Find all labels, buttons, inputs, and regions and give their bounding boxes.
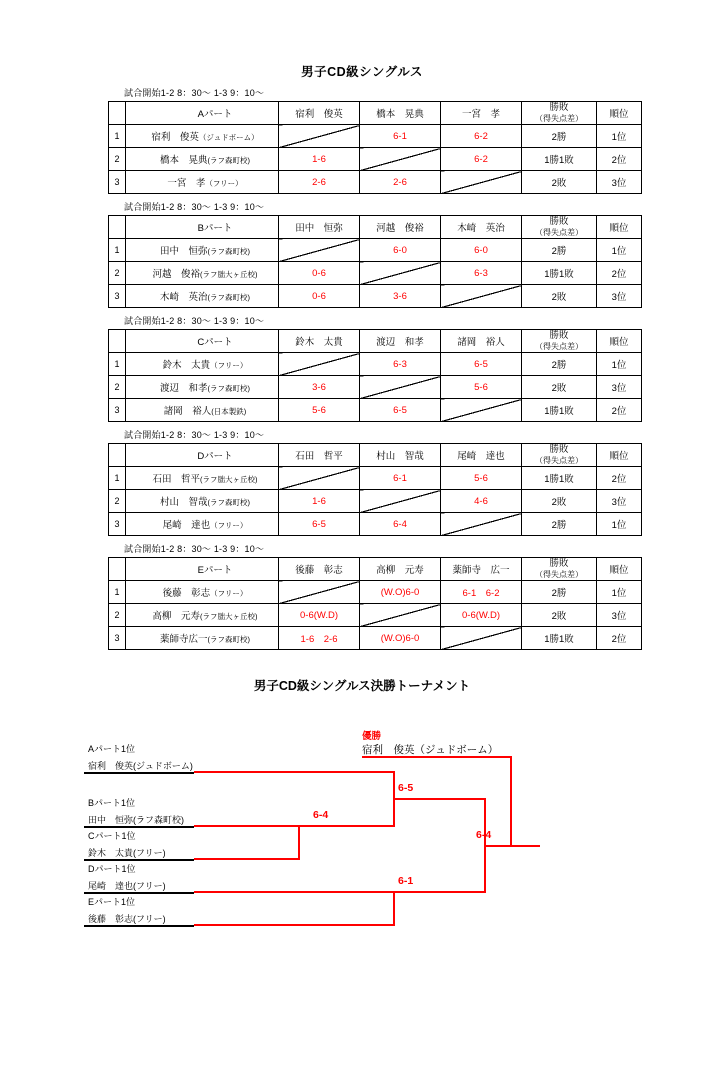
- header-no: [109, 330, 126, 353]
- cell-self: [279, 467, 360, 490]
- header-rank: 順位: [597, 330, 642, 353]
- cell-winloss: 2敗: [522, 171, 597, 194]
- table-header-row: [109, 102, 642, 125]
- row-player: 鈴木 太貴（フリー）: [126, 353, 279, 376]
- table-header-row: [109, 558, 642, 581]
- bracket-line-upper-winner: [393, 798, 486, 800]
- entry-name-c: 鈴木 太貴(フリー): [88, 848, 166, 858]
- cell-winloss: 2敗: [522, 604, 597, 627]
- bracket-line-champion-name-rule: [362, 756, 512, 758]
- row-no: 3: [109, 399, 126, 422]
- cell-rank: 2位: [597, 148, 642, 171]
- score-final: 6-4: [476, 829, 492, 841]
- cell-winloss: 2勝: [522, 513, 597, 536]
- cell-rank: 3位: [597, 171, 642, 194]
- row-no: 3: [109, 285, 126, 308]
- header-opponent-2: 河越 俊裕: [360, 216, 441, 239]
- table-row: [109, 604, 642, 627]
- entry-name-a: 宿利 俊英(ジュドボーム): [88, 761, 193, 771]
- row-player: 高柳 元寿(ラフ朏大ヶ丘校): [126, 604, 279, 627]
- header-rank: 順位: [597, 444, 642, 467]
- group-table-d: [108, 443, 642, 536]
- row-no: 1: [109, 125, 126, 148]
- row-player: 村山 智哉(ラフ森町校): [126, 490, 279, 513]
- table-header-row: [109, 444, 642, 467]
- header-winloss: 勝敗 （得失点差）: [522, 444, 597, 467]
- row-player: 一宮 孝（フリー）: [126, 171, 279, 194]
- cell-score: 5-6: [441, 467, 522, 490]
- cell-score: 1-6: [279, 490, 360, 513]
- row-player: 木崎 英治(ラフ森町校): [126, 285, 279, 308]
- header-opponent-1: 宿利 俊英: [279, 102, 360, 125]
- row-no: 1: [109, 353, 126, 376]
- row-player: 田中 恒弥(ラフ森町校): [126, 239, 279, 262]
- entry-seed-c: Cパート1位: [88, 831, 136, 841]
- cell-winloss: 2勝: [522, 239, 597, 262]
- header-winloss: 勝敗 （得失点差）: [522, 102, 597, 125]
- table-row: [109, 239, 642, 262]
- cell-score: 0-6(W.D): [279, 604, 360, 627]
- cell-rank: 2位: [597, 467, 642, 490]
- bracket-line-champion: [484, 845, 540, 847]
- row-no: 2: [109, 148, 126, 171]
- entry-rule-a: [84, 772, 194, 774]
- cell-rank: 3位: [597, 490, 642, 513]
- header-opponent-1: 鈴木 太貴: [279, 330, 360, 353]
- cell-self: [279, 125, 360, 148]
- champion-label: 優勝: [362, 731, 382, 742]
- row-no: 3: [109, 171, 126, 194]
- cell-self: [441, 171, 522, 194]
- cell-score: (W.O)6-0: [360, 581, 441, 604]
- group-block-b: [108, 200, 629, 308]
- header-no: [109, 216, 126, 239]
- cell-winloss: 1勝1敗: [522, 262, 597, 285]
- cell-self: [360, 262, 441, 285]
- cell-score: 6-5: [441, 353, 522, 376]
- cell-rank: 2位: [597, 399, 642, 422]
- cell-score: 3-6: [360, 285, 441, 308]
- table-row: [109, 353, 642, 376]
- cell-score: 6-1 6-2: [441, 581, 522, 604]
- start-note-e: 試合開始1-2 8：30～ 1-3 9：10～: [124, 544, 265, 554]
- cell-rank: 2位: [597, 262, 642, 285]
- row-no: 2: [109, 262, 126, 285]
- header-winloss: 勝敗 （得失点差）: [522, 330, 597, 353]
- score-semi-de: 6-1: [398, 875, 414, 887]
- header-rank: 順位: [597, 216, 642, 239]
- entry-seed-a: Aパート1位: [88, 744, 136, 754]
- table-row: [109, 513, 642, 536]
- table-row: [109, 399, 642, 422]
- table-row: [109, 285, 642, 308]
- bracket-line-e: [194, 924, 395, 926]
- row-player: 薬師寺広一(ラフ森町校): [126, 627, 279, 650]
- document-page: [0, 62, 724, 1086]
- header-no: [109, 558, 126, 581]
- cell-self: [279, 581, 360, 604]
- header-opponent-3: 諸岡 裕人: [441, 330, 522, 353]
- start-note-c: 試合開始1-2 8：30～ 1-3 9：10～: [124, 316, 265, 326]
- row-no: 2: [109, 490, 126, 513]
- entry-rule-d: [84, 892, 194, 894]
- cell-rank: 3位: [597, 285, 642, 308]
- cell-score: 6-1: [360, 125, 441, 148]
- cell-rank: 2位: [597, 627, 642, 650]
- cell-self: [279, 239, 360, 262]
- group-block-d: [108, 428, 629, 536]
- cell-rank: 1位: [597, 513, 642, 536]
- tournament-title: 男子CD級シングルス決勝トーナメント: [253, 679, 471, 693]
- cell-winloss: 2敗: [522, 490, 597, 513]
- cell-score: 6-5: [279, 513, 360, 536]
- row-no: 2: [109, 604, 126, 627]
- cell-winloss: 2勝: [522, 125, 597, 148]
- cell-winloss: 2敗: [522, 376, 597, 399]
- cell-rank: 1位: [597, 353, 642, 376]
- cell-winloss: 1勝1敗: [522, 148, 597, 171]
- score-semi-bc: 6-4: [313, 809, 329, 821]
- header-rank: 順位: [597, 102, 642, 125]
- header-winloss: 勝敗 （得失点差）: [522, 216, 597, 239]
- entry-rule-e: [84, 925, 194, 927]
- cell-score: (W.O)6-0: [360, 627, 441, 650]
- table-row: [109, 627, 642, 650]
- bracket-line-de-winner: [393, 891, 486, 893]
- entry-name-b: 田中 恒弥(ラフ森町校): [88, 815, 184, 825]
- row-no: 3: [109, 627, 126, 650]
- table-row: [109, 262, 642, 285]
- entry-name-d: 尾崎 達也(フリー): [88, 881, 166, 891]
- row-player: 宿利 俊英（ジュドボーム）: [126, 125, 279, 148]
- header-no: [109, 444, 126, 467]
- table-row: [109, 376, 642, 399]
- bracket-line-d: [194, 891, 395, 893]
- group-table-a: [108, 101, 642, 194]
- champion-name: 宿利 俊英（ジュドボーム）: [362, 744, 499, 756]
- header-no: [109, 102, 126, 125]
- entry-name-e: 後藤 彰志(フリー): [88, 914, 166, 924]
- cell-self: [360, 490, 441, 513]
- cell-winloss: 1勝1敗: [522, 399, 597, 422]
- row-player: 石田 哲平(ラフ朏大ヶ丘校): [126, 467, 279, 490]
- cell-self: [360, 376, 441, 399]
- cell-score: 1-6 2-6: [279, 627, 360, 650]
- bracket-line-a: [194, 771, 395, 773]
- table-row: [109, 171, 642, 194]
- cell-score: 6-2: [441, 148, 522, 171]
- start-note-b: 試合開始1-2 8：30～ 1-3 9：10～: [124, 202, 265, 212]
- header-opponent-3: 尾崎 達也: [441, 444, 522, 467]
- bracket-line-champion-stem: [510, 756, 512, 846]
- table-row: [109, 148, 642, 171]
- entry-seed-b: Bパート1位: [88, 798, 136, 808]
- cell-score: 0-6: [279, 262, 360, 285]
- score-upper-final: 6-5: [398, 782, 414, 794]
- bracket-line-bc-winner: [298, 825, 395, 827]
- cell-score: 6-2: [441, 125, 522, 148]
- group-table-e: [108, 557, 642, 650]
- bracket-join-bc: [298, 825, 300, 860]
- row-player: 河越 俊裕(ラフ朏大ヶ丘校): [126, 262, 279, 285]
- group-table-b: [108, 215, 642, 308]
- row-no: 3: [109, 513, 126, 536]
- row-player: 後藤 彰志（フリー）: [126, 581, 279, 604]
- cell-rank: 1位: [597, 125, 642, 148]
- header-part: Eパート: [126, 558, 279, 581]
- cell-score: 0-6(W.D): [441, 604, 522, 627]
- entry-rule-b: [84, 826, 194, 828]
- table-row: [109, 467, 642, 490]
- header-opponent-2: 高柳 元寿: [360, 558, 441, 581]
- cell-score: 6-1: [360, 467, 441, 490]
- table-row: [109, 125, 642, 148]
- cell-score: 6-0: [441, 239, 522, 262]
- row-player: 諸岡 裕人(日本製鉄): [126, 399, 279, 422]
- header-winloss: 勝敗 （得失点差）: [522, 558, 597, 581]
- cell-winloss: 1勝1敗: [522, 467, 597, 490]
- header-opponent-1: 後藤 彰志: [279, 558, 360, 581]
- row-no: 1: [109, 467, 126, 490]
- row-player: 橋本 晃典(ラフ森町校): [126, 148, 279, 171]
- cell-score: 4-6: [441, 490, 522, 513]
- cell-score: 6-3: [441, 262, 522, 285]
- header-opponent-2: 橋本 晃典: [360, 102, 441, 125]
- bracket-join-de: [393, 891, 395, 926]
- header-part: Dパート: [126, 444, 279, 467]
- cell-self: [441, 513, 522, 536]
- cell-self: [441, 285, 522, 308]
- cell-self: [360, 604, 441, 627]
- header-part: Bパート: [126, 216, 279, 239]
- entry-seed-d: Dパート1位: [88, 864, 136, 874]
- entry-rule-c: [84, 859, 194, 861]
- cell-score: 6-3: [360, 353, 441, 376]
- cell-self: [441, 627, 522, 650]
- bracket-line-c: [194, 858, 300, 860]
- group-block-e: [108, 542, 629, 650]
- header-opponent-2: 村山 智哉: [360, 444, 441, 467]
- row-player: 尾崎 達也（フリー）: [126, 513, 279, 536]
- page-title: 男子CD級シングルス: [301, 65, 423, 79]
- bracket-line-b: [194, 825, 300, 827]
- cell-self: [279, 353, 360, 376]
- group-block-c: [108, 314, 629, 422]
- entry-seed-e: Eパート1位: [88, 897, 136, 907]
- cell-score: 3-6: [279, 376, 360, 399]
- group-block-a: [108, 86, 629, 194]
- row-no: 1: [109, 581, 126, 604]
- cell-rank: 1位: [597, 239, 642, 262]
- cell-score: 6-4: [360, 513, 441, 536]
- header-opponent-1: 田中 恒弥: [279, 216, 360, 239]
- start-note-d: 試合開始1-2 8：30～ 1-3 9：10～: [124, 430, 265, 440]
- cell-score: 1-6: [279, 148, 360, 171]
- cell-winloss: 1勝1敗: [522, 627, 597, 650]
- table-header-row: [109, 330, 642, 353]
- cell-rank: 3位: [597, 376, 642, 399]
- header-part: Cパート: [126, 330, 279, 353]
- header-opponent-1: 石田 哲平: [279, 444, 360, 467]
- cell-score: 6-5: [360, 399, 441, 422]
- row-no: 1: [109, 239, 126, 262]
- header-opponent-3: 一宮 孝: [441, 102, 522, 125]
- header-opponent-3: 薬師寺 広一: [441, 558, 522, 581]
- table-row: [109, 490, 642, 513]
- cell-winloss: 2勝: [522, 353, 597, 376]
- row-no: 2: [109, 376, 126, 399]
- cell-rank: 3位: [597, 604, 642, 627]
- header-opponent-2: 渡辺 和孝: [360, 330, 441, 353]
- tournament-bracket: [0, 704, 724, 944]
- cell-self: [360, 148, 441, 171]
- cell-winloss: 2敗: [522, 285, 597, 308]
- table-row: [109, 581, 642, 604]
- cell-winloss: 2勝: [522, 581, 597, 604]
- cell-score: 2-6: [360, 171, 441, 194]
- row-player: 渡辺 和孝(ラフ森町校): [126, 376, 279, 399]
- cell-score: 5-6: [279, 399, 360, 422]
- table-header-row: [109, 216, 642, 239]
- cell-score: 2-6: [279, 171, 360, 194]
- cell-score: 0-6: [279, 285, 360, 308]
- header-rank: 順位: [597, 558, 642, 581]
- header-part: Aパート: [126, 102, 279, 125]
- cell-score: 6-0: [360, 239, 441, 262]
- start-note-a: 試合開始1-2 8：30～ 1-3 9：10～: [124, 88, 265, 98]
- cell-score: 5-6: [441, 376, 522, 399]
- cell-rank: 1位: [597, 581, 642, 604]
- group-table-c: [108, 329, 642, 422]
- cell-self: [441, 399, 522, 422]
- header-opponent-3: 木崎 英治: [441, 216, 522, 239]
